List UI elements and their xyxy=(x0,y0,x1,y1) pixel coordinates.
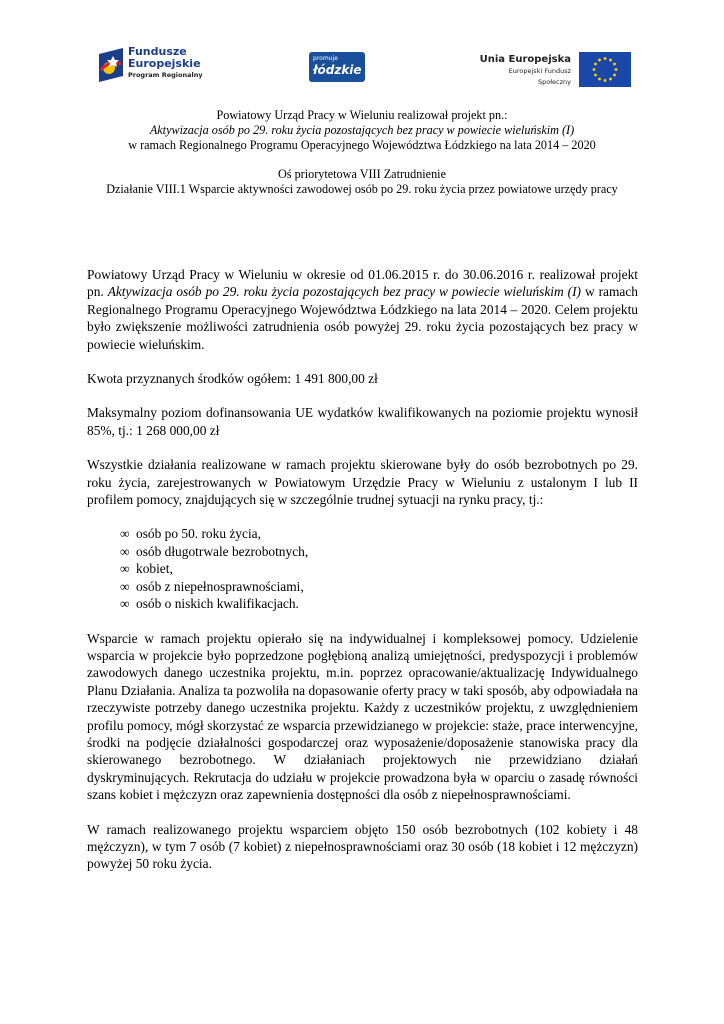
intro-part-c: w ramach Regionalnego Programu Operacyjnego Województwa Łódzkiego na lata 2014 – 2020. Celem projektu było zwiększenie możliwości zatrudnienia osób powyżej 29. roku życia pozostających bez pracy w powiecie wieluńskim. xyxy=(87,284,638,352)
eu-star-icon xyxy=(604,57,607,60)
fe-line2: Europejskie xyxy=(128,57,201,70)
document-body xyxy=(87,266,638,890)
header-line1: Powiatowy Urząd Pracy w Wieluniu realizował projekt pn.: xyxy=(216,108,508,122)
paragraph-results: W ramach realizowanego projektu wsparciem objęto 150 osób bezrobotnych (102 kobiety i 48 mężczyzn), w tym 7 osób (7 kobiet) z niepełnosprawnościami oraz 30 osób (18 kobiet i 12 mężczyzn) powyżej 50 roku życia. xyxy=(87,821,638,872)
fe-line1: Fundusze xyxy=(128,45,187,58)
eu-star-icon xyxy=(609,78,612,81)
paragraph-intro xyxy=(87,266,638,353)
list-item: ∞ osób po 50. roku życia, xyxy=(120,526,261,542)
unia-europejska-logo xyxy=(475,52,631,86)
bullet-icon: ∞ xyxy=(120,596,130,612)
fundusze-europejskie-logo xyxy=(95,44,235,90)
bullet-icon: ∞ xyxy=(120,543,130,559)
eu-star-icon xyxy=(604,79,607,82)
header-priority-axis: Oś priorytetowa VIII Zatrudnienie xyxy=(278,167,446,181)
intro-part-a: Powiatowy Urząd Pracy w Wieluniu w okresie od 01.06.2015 r. do 30.06.2016 r. realizował projekt pn. xyxy=(87,267,638,300)
eu-star-icon xyxy=(613,74,616,77)
paragraph-cofinancing: Maksymalny poziom dofinansowania UE wydatków kwalifikowanych na poziomie projektu wynosił 85%, tj.: 1 268 000,00 zł xyxy=(87,405,638,438)
bullet-icon: ∞ xyxy=(120,578,130,594)
fe-line3: Program Regionalny xyxy=(128,71,203,79)
promuje-lodzkie-logo xyxy=(309,52,365,82)
ue-line1: Unia Europejska xyxy=(479,54,571,65)
target-group-list xyxy=(87,525,638,612)
eu-star-icon xyxy=(598,59,601,62)
header-line3: w ramach Regionalnego Programu Operacyjnego Województwa Łódzkiego na lata 2014 – 2020 xyxy=(128,138,596,152)
lodz-big-text: łódzkie xyxy=(313,63,362,77)
ue-line2: Europejski Fundusz Społeczny xyxy=(508,67,571,86)
eu-star-icon xyxy=(609,59,612,62)
header-action: Działanie VIII.1 Wsparcie aktywności zawodowej osób po 29. roku życia przez powiatowe urzędy pracy xyxy=(106,182,618,196)
eu-star-icon xyxy=(598,78,601,81)
project-header xyxy=(80,108,644,197)
eu-star-icon xyxy=(593,68,596,71)
logo-bar xyxy=(95,44,631,94)
eu-star-icon xyxy=(615,68,618,71)
list-item: ∞ kobiet, xyxy=(120,561,173,577)
lodz-small-text: promuje xyxy=(313,55,338,62)
header-project-title: Aktywizacja osób po 29. roku życia pozostających bez pracy w powiecie wieluńskim (I) xyxy=(149,123,575,137)
paragraph-target-group: Wszystkie działania realizowane w ramach projektu skierowane były do osób bezrobotnych po 29. roku życia, zarejestrowanych w Powiatowym Urzędzie Pracy w Wieluniu z ustalonym I lub II profilem pomocy, znajdujących się w szczególnie trudnej sytuacji na rynku pracy, tj.: xyxy=(87,457,638,508)
list-item: ∞ osób z niepełnosprawnościami, xyxy=(120,578,304,594)
intro-project-title: Aktywizacja osób po 29. roku życia pozostających bez pracy w powiecie wieluńskim (I) xyxy=(107,284,582,300)
bullet-icon: ∞ xyxy=(120,526,130,542)
eu-flag-icon xyxy=(579,52,631,87)
list-item: ∞ osób długotrwale bezrobotnych, xyxy=(120,543,309,559)
eu-star-icon xyxy=(594,74,597,77)
eu-star-icon xyxy=(613,63,616,66)
paragraph-total-funds: Kwota przyznanych środków ogółem: 1 491 800,00 zł xyxy=(87,371,378,387)
fe-star-mark-icon xyxy=(97,46,125,84)
eu-star-icon xyxy=(594,63,597,66)
bullet-icon: ∞ xyxy=(120,561,130,577)
list-item: ∞ osób o niskich kwalifikacjach. xyxy=(120,596,299,612)
paragraph-support: Wsparcie w ramach projektu opierało się na indywidualnej i kompleksowej pomocy. Udzielenie wsparcia w projekcie było poprzedzone pogłębioną analizą umiejętności, predyspozycji i problemów zawodowych danego uczestnika projektu, m.in. poprzez opracowanie/aktualizację Indywidualnego Planu Działania. Analiza ta pozwoliła na dopasowanie oferty pracy w taki sposób, aby odpowiadała na rzeczywiste potrzeby danego uczestnika projektu. Każdy z uczestników projektu, z uwzględnieniem profilu pomocy, mógł skorzystać ze wsparcia przewidzianego w projekcie: staże, prace interwencyjne, środki na podjęcie działalności gospodarczej oraz wyposażenie/doposażenie stanowiska pracy dla skierowanego bezrobotnego. W działaniach projektowych nie przewidziano działań dyskryminujących. Rekrutacja do udziału w projekcie prowadzona była w oparciu o zasadę równości szans kobiet i mężczyzn oraz zapewnienia dostępności dla osób z niepełnosprawnościami. xyxy=(87,630,638,803)
